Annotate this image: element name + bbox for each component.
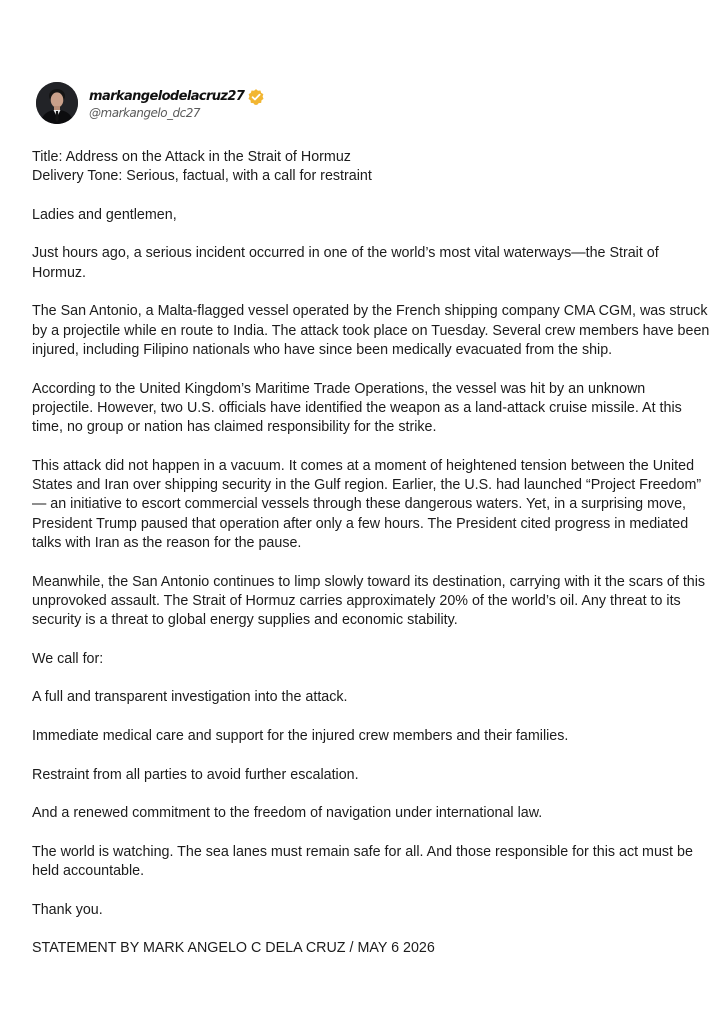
- paragraph: According to the United Kingdom’s Maritime Trade Operations, the vessel was hit by an unknown projectile. However, two U.S. officials have identified the weapon as a land-attack cruise missile. At this time, no group or nation has claimed responsibility for the strike.: [32, 380, 682, 436]
- paragraph: This attack did not happen in a vacuum. It comes at a moment of heightened tension between the United States and Iran over shipping security in the Gulf region. Earlier, the U.S. had launched “Project Freedom” — an initiative to escort commercial vessels through these dangerous waters. Yet, in a surprising move, President Trump paused that operation after only a few hours. The President cited progress in mediated talks with Iran as the reason for the pause.: [32, 457, 702, 551]
- call-item: And a renewed commitment to the freedom of navigation under international law.: [32, 805, 543, 822]
- avatar[interactable]: [36, 82, 78, 124]
- handle[interactable]: @markangelo_dc27: [89, 105, 201, 120]
- display-name[interactable]: markangelodelacruz27: [89, 89, 245, 104]
- profile-names: [89, 87, 265, 120]
- call-item: A full and transparent investigation into the attack.: [32, 689, 348, 706]
- call-item: Immediate medical care and support for the injured crew members and their families.: [32, 727, 569, 744]
- paragraph: The world is watching. The sea lanes must remain safe for all. And those responsible for this act must be held accountable.: [32, 843, 693, 879]
- profile-header: [33, 76, 245, 130]
- statement-body: [32, 148, 710, 958]
- statement-tone: Delivery Tone: Serious, factual, with a call for restraint: [32, 168, 372, 185]
- paragraph: Meanwhile, the San Antonio continues to limp slowly toward its destination, carrying with it the scars of this unprovoked assault. The Strait of Hormuz carries approximately 20% of the world’s oil. Any threat to its security is a threat to global energy supplies and economic stability.: [32, 573, 706, 629]
- call-item: Restraint from all parties to avoid further escalation.: [32, 766, 359, 783]
- verified-badge-icon: [247, 88, 265, 106]
- avatar-portrait-icon: [36, 82, 78, 124]
- paragraph: Just hours ago, a serious incident occurred in one of the world’s most vital waterways—the Strait of Hormuz.: [32, 245, 659, 281]
- signature: STATEMENT BY MARK ANGELO C DELA CRUZ / MAY 6 2026: [32, 940, 435, 957]
- closing: Thank you.: [32, 901, 103, 918]
- display-name-row: [89, 87, 265, 107]
- paragraph: The San Antonio, a Malta-flagged vessel operated by the French shipping company CMA CGM, was struck by a projectile while en route to India. The attack took place on Tuesday. Several crew members have been injured, including Filipino nationals who have since been medically evacuated from the ship.: [32, 303, 710, 358]
- greeting: Ladies and gentlemen,: [32, 206, 177, 223]
- statement-header: [32, 148, 710, 187]
- call-for-heading: We call for:: [32, 650, 104, 667]
- statement-title: Title: Address on the Attack in the Strait of Hormuz: [32, 149, 351, 165]
